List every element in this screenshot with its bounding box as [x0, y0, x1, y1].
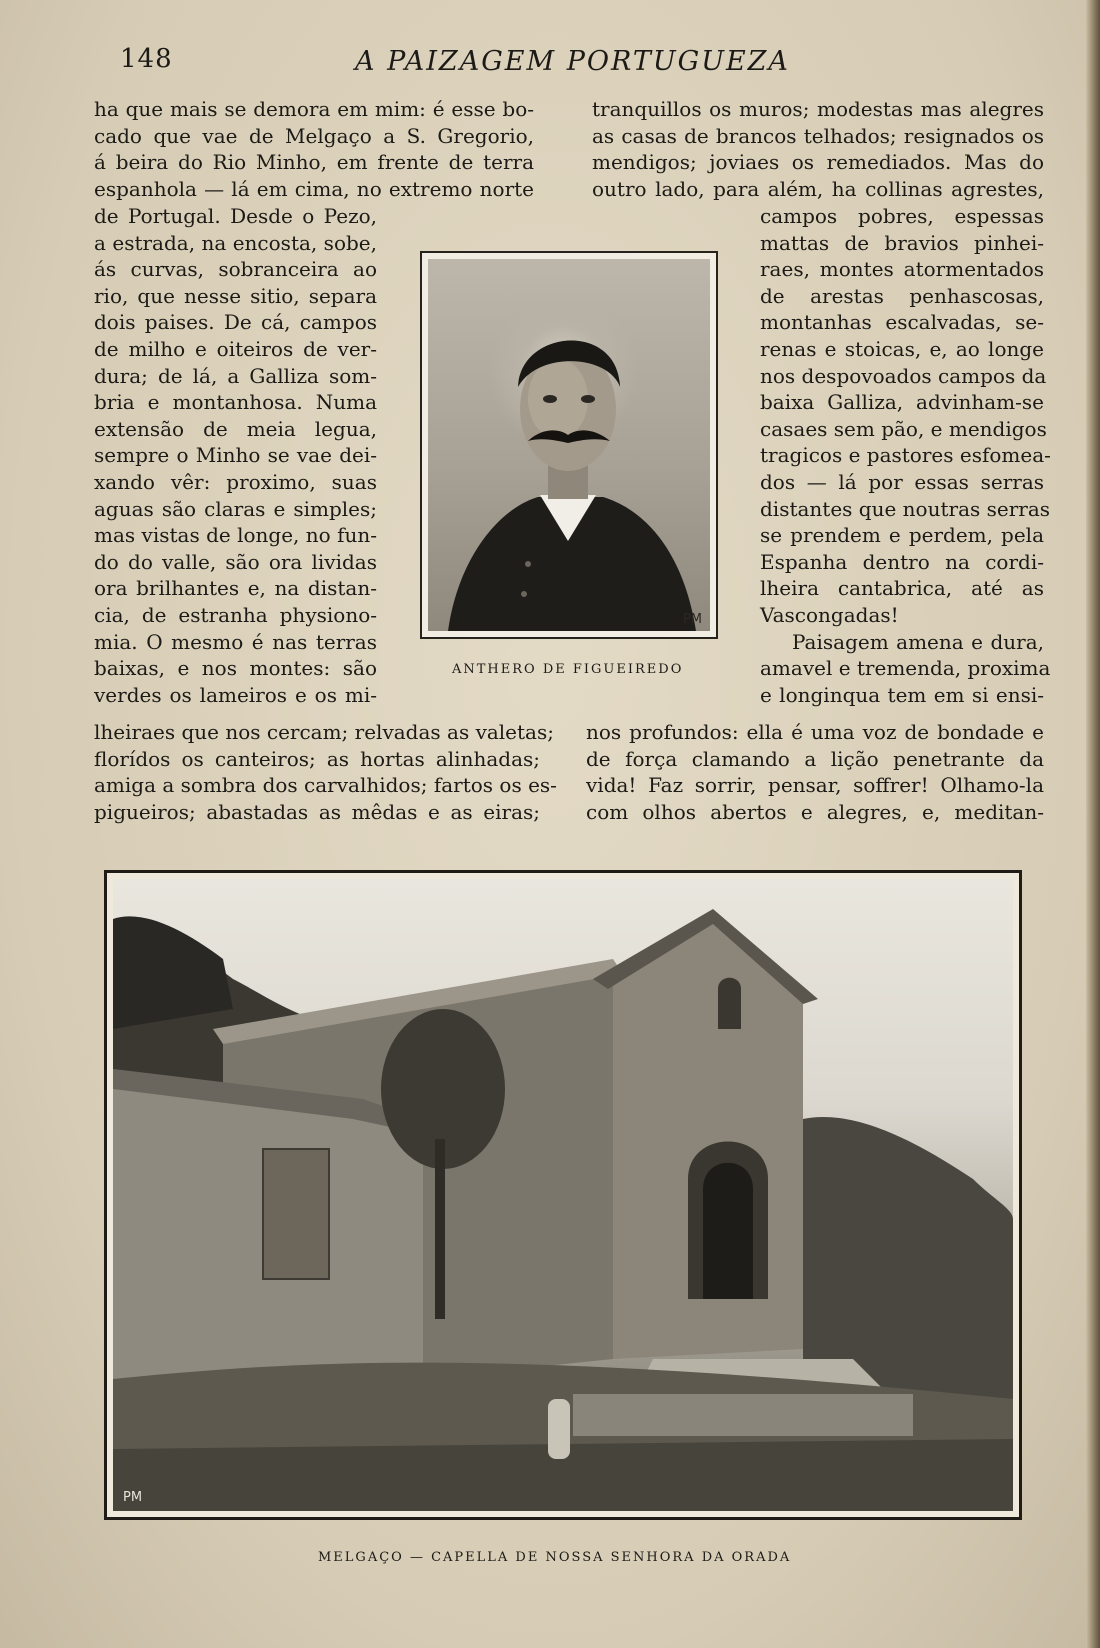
text-line: sempre o Minho se vae dei-	[94, 443, 377, 468]
text-line: baixa Galliza, advinham-se	[760, 390, 1044, 415]
text-line: aguas são claras e simples;	[94, 496, 377, 521]
text-line: mendigos; joviaes os remediados. Mas do	[592, 150, 1044, 175]
text-line: mas vistas de longe, no fun-	[94, 523, 377, 548]
text-line: tragicos e pastores esfomea-	[760, 443, 1051, 468]
text-line: ás curvas, sobranceira ao	[94, 257, 377, 282]
church-photo	[104, 870, 1022, 1520]
text-line: mattas de bravios pinhei-	[760, 230, 1044, 255]
text-line: a estrada, na encosta, sobe,	[94, 230, 377, 255]
text-line: lheiraes que nos cercam; relvadas as valetas;	[94, 720, 554, 744]
text-line: Espanha dentro na cordi-	[760, 549, 1044, 574]
text-line: nos profundos: ella é uma voz de bondade e	[586, 720, 1044, 744]
text-line: campos pobres, espessas	[760, 204, 1044, 228]
text-line: á beira do Rio Minho, em frente de terra	[94, 150, 534, 175]
text-line: bria e montanhosa. Numa	[94, 390, 377, 415]
text-line: distantes que noutras serras	[760, 496, 1051, 521]
page-number: 148	[120, 44, 173, 74]
text-line: raes, montes atormentados	[760, 257, 1044, 282]
text-line: cia, de estranha physiono-	[94, 602, 377, 627]
text-line: verdes os lameiros e os mi-	[94, 682, 377, 707]
church-monogram: PM	[123, 1490, 143, 1505]
portrait-caption: ANTHERO DE FIGUEIREDO	[452, 662, 684, 677]
text-line: mia. O mesmo é nas terras	[94, 629, 377, 654]
text-line: de arestas penhascosas,	[760, 283, 1044, 308]
text-line: dois paises. De cá, campos	[94, 310, 377, 335]
text-line: ha que mais se demora em mim: é esse bo-	[94, 97, 534, 121]
text-line: renas e stoicas, e, ao longe	[760, 336, 1044, 361]
text-line: vida! Faz sorrir, pensar, soffrer! Olhamo-la	[586, 773, 1044, 798]
text-line: espanhola — lá em cima, no extremo norte	[94, 176, 534, 201]
left-column-top	[94, 96, 534, 202]
text-line: do do valle, são ora lividas	[94, 549, 377, 574]
text-line: extensão de meia legua,	[94, 416, 377, 441]
text-line: amavel e tremenda, proxima	[760, 656, 1051, 681]
left-column-narrow	[94, 203, 377, 708]
text-line: Vascongadas!	[760, 602, 899, 627]
portrait-monogram: PM	[682, 612, 702, 627]
portrait-image	[428, 259, 710, 631]
text-line: as casas de brancos telhados; resignados os	[592, 123, 1044, 148]
text-line: nos despovoados campos da	[760, 363, 1047, 388]
text-line: rio, que nesse sitio, separa	[94, 283, 377, 308]
text-line: de Portugal. Desde o Pezo,	[94, 204, 377, 228]
right-column-bottom	[586, 719, 1044, 825]
text-line: casaes sem pão, e mendigos	[760, 416, 1047, 441]
text-line: tranquillos os muros; modestas mas alegres	[592, 97, 1044, 121]
left-column-bottom	[94, 719, 557, 825]
page-spine-shadow	[1086, 0, 1100, 1648]
text-line: dos — lá por essas serras	[760, 469, 1044, 494]
right-column-narrow	[760, 203, 1051, 708]
text-line: de força clamando a lição penetrante da	[586, 746, 1044, 771]
text-line: Paisagem amena e dura,	[792, 629, 1044, 654]
text-line: baixas, e nos montes: são	[94, 656, 377, 681]
text-line: xando vêr: proximo, suas	[94, 469, 377, 494]
text-line: florídos os canteiros; as hortas alinhadas;	[94, 746, 540, 771]
text-line: lheira cantabrica, até as	[760, 576, 1044, 601]
text-line: amiga a sombra dos carvalhidos; fartos os es-	[94, 773, 557, 798]
text-line: outro lado, para além, ha collinas agrestes,	[592, 176, 1044, 201]
text-line: de milho e oiteiros de ver-	[94, 336, 377, 361]
text-line: com olhos abertos e alegres, e, meditan-	[586, 799, 1044, 824]
portrait-photo	[420, 251, 718, 639]
text-line: montanhas escalvadas, se-	[760, 310, 1044, 335]
church-caption: MELGAÇO — CAPELLA DE NOSSA SENHORA DA ORADA	[318, 1550, 792, 1565]
right-column-top	[592, 96, 1044, 202]
text-line: ora brilhantes e, na distan-	[94, 576, 377, 601]
text-line: pigueiros; abastadas as mêdas e as eiras;	[94, 799, 540, 824]
text-line: e longinqua tem em si ensi-	[760, 682, 1044, 707]
portrait-figure	[428, 259, 710, 631]
church-image	[113, 879, 1013, 1511]
text-line: cado que vae de Melgaço a S. Gregorio,	[94, 123, 534, 148]
text-line: se prendem e perdem, pela	[760, 523, 1044, 548]
running-title: A PAIZAGEM PORTUGUEZA	[355, 46, 790, 77]
text-line: dura; de lá, a Galliza som-	[94, 363, 377, 388]
chapel-scene	[113, 879, 1013, 1511]
